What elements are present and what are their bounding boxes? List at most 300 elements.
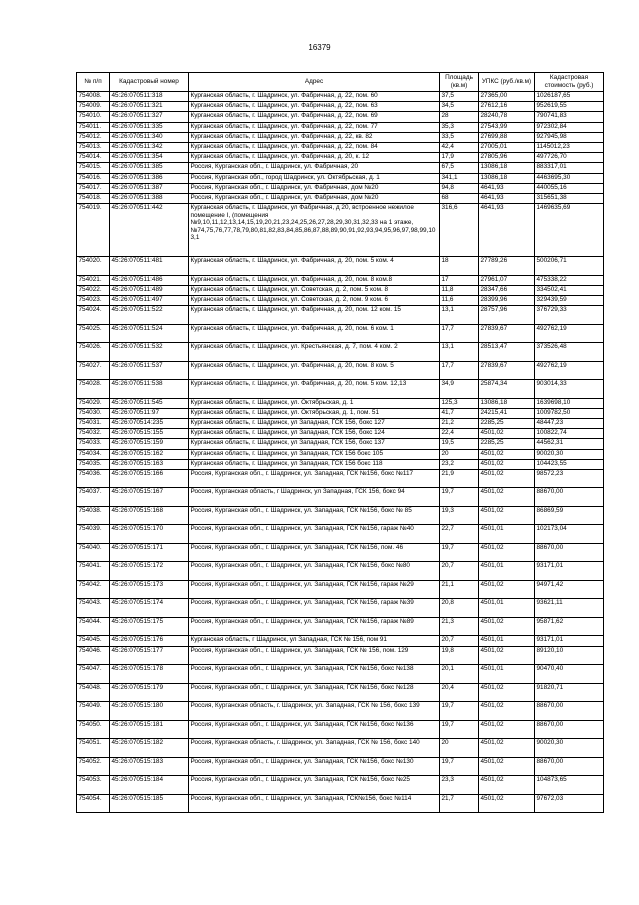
cell-cadastral: 45:26:070515:162	[110, 449, 189, 459]
cell-cadastral: 45:26:070515:177	[110, 646, 189, 665]
table-row	[77, 599, 604, 618]
table-row	[77, 665, 604, 684]
cell-area: 19,7	[440, 543, 479, 562]
cell-num: 754010.	[77, 112, 110, 122]
cell-cost: 102173,04	[535, 525, 604, 544]
cell-cadastral: 45:26:070511:386	[110, 173, 189, 183]
cell-num: 754053.	[77, 776, 110, 795]
cell-cost: 44562,31	[535, 439, 604, 449]
cell-num: 754015.	[77, 163, 110, 173]
table-row	[77, 720, 604, 739]
cell-area: 20,7	[440, 636, 479, 646]
cell-upks: 4501,02	[479, 459, 535, 469]
cell-address: Курганская область, г. Шадринск, ул Западная, ГСК 156 бокс 105	[189, 449, 440, 459]
table-row	[77, 683, 604, 702]
cell-cost: 88670,00	[535, 543, 604, 562]
cell-num: 754022.	[77, 285, 110, 295]
cell-cadastral: 45:26:070515:166	[110, 469, 189, 488]
cell-address: Курганская область, г. Шадринск, ул Западная, ГСК 156, бокс 124	[189, 429, 440, 439]
cell-num: 754029.	[77, 398, 110, 408]
cell-num: 754043.	[77, 599, 110, 618]
cell-area: 20	[440, 449, 479, 459]
cell-upks: 4501,02	[479, 580, 535, 599]
cell-num: 754044.	[77, 617, 110, 636]
cell-num: 754035.	[77, 459, 110, 469]
table-body	[77, 92, 604, 813]
cell-num: 754032.	[77, 429, 110, 439]
cell-area: 37,5	[440, 92, 479, 102]
table-row	[77, 562, 604, 581]
table-row	[77, 646, 604, 665]
cell-cost: 1469635,69	[535, 204, 604, 257]
cell-cost: 475338,22	[535, 275, 604, 285]
cell-address: Россия, Курганская обл., г. Шадринск, ул. Западная, ГСК №156, бокс №80	[189, 562, 440, 581]
cell-cadastral: 45:26:070515:174	[110, 599, 189, 618]
cell-area: 19,5	[440, 439, 479, 449]
cell-cost: 4463695,30	[535, 173, 604, 183]
cell-upks: 4501,02	[479, 506, 535, 525]
cell-upks: 4501,01	[479, 525, 535, 544]
table-row	[77, 794, 604, 813]
cell-area: 19,3	[440, 506, 479, 525]
cell-cadastral: 45:26:070511:524	[110, 324, 189, 343]
table-row	[77, 739, 604, 758]
cell-upks: 27365,00	[479, 92, 535, 102]
cell-address: Курганская область, г. Шадринск, ул. Фабричная, д. 22, пом. 77	[189, 122, 440, 132]
cell-cost: 94971,42	[535, 580, 604, 599]
cell-upks: 28240,78	[479, 112, 535, 122]
cell-cost: 376729,33	[535, 306, 604, 325]
cell-cost: 91820,71	[535, 683, 604, 702]
table-row	[77, 580, 604, 599]
cell-address: Курганская область, г. Шадринск, ул. Фабричная, д. 20, пом. 12 ком. 15	[189, 306, 440, 325]
cell-address: Россия, Курганская обл., г. Шадринск, ул. Западная, ГСК №156, бокс №25	[189, 776, 440, 795]
cell-cadastral: 45:26:070515:178	[110, 665, 189, 684]
cell-cost: 88670,00	[535, 702, 604, 721]
cell-num: 754009.	[77, 102, 110, 112]
cell-area: 21,2	[440, 419, 479, 429]
cell-num: 754045.	[77, 636, 110, 646]
cell-cadastral: 45:26:070515:168	[110, 506, 189, 525]
cell-area: 17,7	[440, 324, 479, 343]
cell-cost: 334502,41	[535, 285, 604, 295]
cell-num: 754016.	[77, 173, 110, 183]
cell-address: Курганская область, г. Шадринск, ул. Фабричная, д. 20, пом. 5 ком. 12,13	[189, 380, 440, 399]
cell-area: 20	[440, 739, 479, 758]
cell-cadastral: 45:26:070511:489	[110, 285, 189, 295]
header-address: Адрес	[189, 73, 440, 92]
cell-address: Россия, Курганская обл., г. Шадринск, ул. Западная, ГСК №156, гараж №29	[189, 580, 440, 599]
cell-address: Россия, Курганская обл., г. Шадринск, ул. Западная, ГСК № 156, пом. 129	[189, 646, 440, 665]
cell-area: 41,7	[440, 408, 479, 418]
table-row	[77, 776, 604, 795]
table-row	[77, 112, 604, 122]
cell-upks: 4501,02	[479, 646, 535, 665]
cell-num: 754034.	[77, 449, 110, 459]
cell-address: Россия, Курганская обл., г. Шадринск, ул. Западная, ГСК №156, бокс №128	[189, 683, 440, 702]
cell-num: 754037.	[77, 488, 110, 507]
cell-num: 754025.	[77, 324, 110, 343]
table-row	[77, 543, 604, 562]
cell-cadastral: 45:26:070511:342	[110, 142, 189, 152]
cell-cost: 883317,01	[535, 163, 604, 173]
cell-cost: 972302,84	[535, 122, 604, 132]
cell-num: 754026.	[77, 343, 110, 362]
cell-area: 316,6	[440, 204, 479, 257]
table-row	[77, 324, 604, 343]
table-header-row	[77, 73, 604, 92]
cell-cost: 97672,03	[535, 794, 604, 813]
cell-cost: 1639698,10	[535, 398, 604, 408]
cell-num: 754052.	[77, 757, 110, 776]
cell-address: Курганская область, г. Шадринск, ул Западная, ГСК 156, бокс 137	[189, 439, 440, 449]
cell-area: 21,9	[440, 469, 479, 488]
cell-num: 754030.	[77, 408, 110, 418]
cell-area: 23,3	[440, 776, 479, 795]
cell-num: 754031.	[77, 419, 110, 429]
cell-cadastral: 45:26:070515:176	[110, 636, 189, 646]
cell-upks: 4501,01	[479, 665, 535, 684]
cell-area: 19,7	[440, 720, 479, 739]
table-row	[77, 306, 604, 325]
cell-cadastral: 45:26:070511:486	[110, 275, 189, 285]
cell-cadastral: 45:26:070511:442	[110, 204, 189, 257]
cell-upks: 4501,02	[479, 757, 535, 776]
cell-cadastral: 45:26:070515:175	[110, 617, 189, 636]
cell-cost: 492762,19	[535, 324, 604, 343]
cell-num: 754042.	[77, 580, 110, 599]
cell-cadastral: 45:26:070511:497	[110, 295, 189, 305]
cell-area: 20,1	[440, 665, 479, 684]
cell-upks: 27005,01	[479, 142, 535, 152]
cell-cost: 104873,65	[535, 776, 604, 795]
cell-cost: 790741,83	[535, 112, 604, 122]
cell-cost: 1026187,65	[535, 92, 604, 102]
cell-area: 20,4	[440, 683, 479, 702]
cell-area: 18	[440, 257, 479, 276]
table-row	[77, 506, 604, 525]
cell-num: 754046.	[77, 646, 110, 665]
cell-upks: 4501,02	[479, 617, 535, 636]
table-row	[77, 193, 604, 203]
cell-address: Россия, Курганская обл., г. Шадринск, ул. Фабричная, дом №20	[189, 193, 440, 203]
header-upks: УПКС (руб./кв.м)	[479, 73, 535, 92]
cell-cost: 329439,59	[535, 295, 604, 305]
cell-area: 22,7	[440, 525, 479, 544]
cell-num: 754041.	[77, 562, 110, 581]
cell-address: Россия, Курганская обл., г. Шадринск, ул. Западная, ГСК №156, бокс №138	[189, 665, 440, 684]
table-row	[77, 702, 604, 721]
cell-upks: 28399,96	[479, 295, 535, 305]
cell-num: 754023.	[77, 295, 110, 305]
table-row	[77, 469, 604, 488]
cell-upks: 4501,02	[479, 543, 535, 562]
table-row	[77, 102, 604, 112]
cell-upks: 4501,02	[479, 776, 535, 795]
header-area: Площадь (кв.м)	[440, 73, 479, 92]
cell-num: 754018.	[77, 193, 110, 203]
cell-area: 19,7	[440, 757, 479, 776]
cell-num: 754033.	[77, 439, 110, 449]
cell-cadastral: 45:26:070511:532	[110, 343, 189, 362]
cell-upks: 28757,96	[479, 306, 535, 325]
cell-num: 754051.	[77, 739, 110, 758]
cell-address: Россия, Курганская обл., г. Шадринск, ул. Западная, ГСК№156, бокс №114	[189, 794, 440, 813]
cell-address: Россия, Курганская обл., г. Шадринск, ул. Западная, ГСК №156, бокс № 85	[189, 506, 440, 525]
cell-upks: 28513,47	[479, 343, 535, 362]
cell-address: Россия, Курганская обл., город Шадринск, ул. Октябрьская, д. 1	[189, 173, 440, 183]
table-row	[77, 153, 604, 163]
cell-area: 13,1	[440, 306, 479, 325]
cell-area: 28	[440, 112, 479, 122]
cell-upks: 4641,93	[479, 204, 535, 257]
table-row	[77, 525, 604, 544]
cell-upks: 4501,02	[479, 739, 535, 758]
cell-address: Курганская область, г. Шадринск, ул. Октябрьская, д. 1, пом. 51	[189, 408, 440, 418]
cell-cost: 93621,11	[535, 599, 604, 618]
cell-area: 125,3	[440, 398, 479, 408]
table-row	[77, 142, 604, 152]
cell-address: Курганская область, г. Шадринск, ул. Фабричная, д. 22, пом. 69	[189, 112, 440, 122]
cell-upks: 27839,67	[479, 361, 535, 380]
cell-upks: 4501,02	[479, 702, 535, 721]
table-row	[77, 132, 604, 142]
cell-cost: 98572,23	[535, 469, 604, 488]
table-row	[77, 257, 604, 276]
cell-num: 754024.	[77, 306, 110, 325]
cell-upks: 27961,07	[479, 275, 535, 285]
cell-address: Россия, Курганская обл., г. Шадринск, ул. Западная, ГСК №156, гараж №89	[189, 617, 440, 636]
cell-upks: 28347,66	[479, 285, 535, 295]
cell-cadastral: 45:26:070511:387	[110, 183, 189, 193]
cell-area: 20,8	[440, 599, 479, 618]
cell-address: Курганская область, г. Шадринск, ул. Советская, д. 2, пом. 9 ком. 6	[189, 295, 440, 305]
cell-num: 754048.	[77, 683, 110, 702]
cell-cost: 88670,00	[535, 757, 604, 776]
table-row	[77, 92, 604, 102]
cell-cadastral: 45:26:070515:163	[110, 459, 189, 469]
cell-area: 33,5	[440, 132, 479, 142]
page-number: 16379	[308, 43, 331, 52]
cadastral-registry-table	[76, 72, 604, 813]
cell-num: 754027.	[77, 361, 110, 380]
table-row	[77, 419, 604, 429]
cell-cost: 952619,55	[535, 102, 604, 112]
cell-cadastral: 45:26:070515:171	[110, 543, 189, 562]
cell-upks: 27789,26	[479, 257, 535, 276]
cell-cost: 90020,30	[535, 739, 604, 758]
cell-area: 20,7	[440, 562, 479, 581]
table-row	[77, 275, 604, 285]
cell-address: Курганская область, г. Шадринск, ул. Фабричная, д. 22, пом. 63	[189, 102, 440, 112]
table-row	[77, 398, 604, 408]
cell-cadastral: 45:26:070514:235	[110, 419, 189, 429]
cell-cadastral: 45:26:070511:327	[110, 112, 189, 122]
cell-cadastral: 45:26:070515:172	[110, 562, 189, 581]
cell-num: 754008.	[77, 92, 110, 102]
table-row	[77, 285, 604, 295]
cell-upks: 4641,93	[479, 183, 535, 193]
header-cadastral: Кадастровый номер	[110, 73, 189, 92]
cell-area: 21,1	[440, 580, 479, 599]
header-num: № п/п	[77, 73, 110, 92]
table-row	[77, 449, 604, 459]
table-row	[77, 295, 604, 305]
cell-address: Курганская область, г. Шадринск, ул. Советская, д. 2, пом. 5 ком. 8	[189, 285, 440, 295]
cell-cadastral: 45:26:070511:335	[110, 122, 189, 132]
cell-address: Курганская область, г. Шадринск, ул. Фабричная, д. 22, пом. 84	[189, 142, 440, 152]
cell-cost: 93171,01	[535, 636, 604, 646]
cell-upks: 25874,34	[479, 380, 535, 399]
table-row	[77, 757, 604, 776]
cell-upks: 27543,99	[479, 122, 535, 132]
cell-num: 754050.	[77, 720, 110, 739]
cell-area: 94,8	[440, 183, 479, 193]
cell-upks: 27699,88	[479, 132, 535, 142]
header-cost: Кадастровая стоимость (руб.)	[535, 73, 604, 92]
cell-upks: 27839,67	[479, 324, 535, 343]
cell-num: 754021.	[77, 275, 110, 285]
cell-cost: 104423,55	[535, 459, 604, 469]
cell-address: Курганская область, г. Шадринск, ул. Фабричная, д. 20, пом. 8 ком. 5	[189, 361, 440, 380]
cell-cadastral: 45:26:070515:179	[110, 683, 189, 702]
cell-address: Россия, Курганская обл., г. Шадринск, ул. Западная, ГСК №156, бокс №130	[189, 757, 440, 776]
cell-upks: 4641,93	[479, 193, 535, 203]
cell-area: 11,8	[440, 285, 479, 295]
cell-address: Россия, Курганская обл., г. Шадринск, ул. Западная, ГСК №156, пом. 46	[189, 543, 440, 562]
cell-upks: 4501,01	[479, 636, 535, 646]
cell-cadastral: 45:26:070511:385	[110, 163, 189, 173]
cell-cost: 88670,00	[535, 720, 604, 739]
cell-cadastral: 45:26:070511:97	[110, 408, 189, 418]
cell-cost: 500206,71	[535, 257, 604, 276]
cell-cost: 89120,10	[535, 646, 604, 665]
cell-address: Россия, Курганская обл., г. Шадринск, ул. Западная, ГСК №156, бокс №136	[189, 720, 440, 739]
table-row	[77, 488, 604, 507]
cell-address: Курганская область, г. Шадринск, ул. Октябрьская, д. 1	[189, 398, 440, 408]
cell-address: Курганская область, г. Шадринск, ул. Фабричная, д. 20, к. 12	[189, 153, 440, 163]
cell-area: 17,7	[440, 361, 479, 380]
cell-address: Курганская область, г. Шадринск, ул Фабричная, д 20, встроенное нежилое помещение I, (помещения №9,10,11,12,13,14,15,19,20,21,23,24,25,26,27,28,29,30,31,32,33 на 1 этаже, №74,75,76,77,78,79,80,81,82,83,84,85,86,87,88,89,90,91,92,93,94,95,96,97,98,99,103,1	[189, 204, 440, 257]
cell-address: Россия, Курганская область, г. Шадринск, ул. Западная, ГСК № 156, бокс 139	[189, 702, 440, 721]
cell-num: 754028.	[77, 380, 110, 399]
cell-area: 34,5	[440, 102, 479, 112]
table-row	[77, 429, 604, 439]
cell-cadastral: 45:26:070515:181	[110, 720, 189, 739]
cell-area: 11,6	[440, 295, 479, 305]
cell-cost: 90020,30	[535, 449, 604, 459]
table-row	[77, 636, 604, 646]
table-row	[77, 343, 604, 362]
cell-cadastral: 45:26:070511:354	[110, 153, 189, 163]
cell-cadastral: 45:26:070515:173	[110, 580, 189, 599]
cell-upks: 13086,18	[479, 163, 535, 173]
cell-num: 754012.	[77, 132, 110, 142]
table-row	[77, 173, 604, 183]
cell-area: 35,3	[440, 122, 479, 132]
cell-cost: 903014,33	[535, 380, 604, 399]
cell-num: 754017.	[77, 183, 110, 193]
cell-cadastral: 45:26:070515:159	[110, 439, 189, 449]
cell-cost: 927945,98	[535, 132, 604, 142]
table-row	[77, 617, 604, 636]
cell-cadastral: 45:26:070511:538	[110, 380, 189, 399]
cell-address: Россия, Курганская обл., г. Шадринск, ул. Западная, ГСК №156, бокс №117	[189, 469, 440, 488]
cell-cadastral: 45:26:070511:537	[110, 361, 189, 380]
table-row	[77, 380, 604, 399]
cell-cost: 492762,19	[535, 361, 604, 380]
cell-cost: 440055,16	[535, 183, 604, 193]
cell-area: 67,5	[440, 163, 479, 173]
cell-upks: 4501,02	[479, 720, 535, 739]
cell-num: 754013.	[77, 142, 110, 152]
cell-address: Курганская область, г. Шадринск, ул. Фабричная, д. 20, пом. 5 ком. 4	[189, 257, 440, 276]
cell-upks: 4501,01	[479, 599, 535, 618]
cell-area: 13,1	[440, 343, 479, 362]
cell-address: Россия, Курганская область, г Шадринск, ул Западная, ГСК 156, бокс 94	[189, 488, 440, 507]
cell-upks: 4501,02	[479, 794, 535, 813]
cell-area: 17	[440, 275, 479, 285]
cell-upks: 4501,02	[479, 449, 535, 459]
cell-cost: 90470,40	[535, 665, 604, 684]
cell-cost: 93171,01	[535, 562, 604, 581]
cell-upks: 4501,02	[479, 429, 535, 439]
cell-num: 754054.	[77, 794, 110, 813]
cell-cost: 48447,23	[535, 419, 604, 429]
cell-cadastral: 45:26:070515:155	[110, 429, 189, 439]
table-row	[77, 163, 604, 173]
cell-cost: 1009782,50	[535, 408, 604, 418]
cell-cadastral: 45:26:070515:180	[110, 702, 189, 721]
cell-cadastral: 45:26:070511:522	[110, 306, 189, 325]
cell-area: 34,9	[440, 380, 479, 399]
cell-upks: 4501,02	[479, 488, 535, 507]
cell-address: Курганская область, г. Шадринск, ул Западная, ГСК 156 бокс 118	[189, 459, 440, 469]
cell-area: 23,2	[440, 459, 479, 469]
cell-cadastral: 45:26:070515:185	[110, 794, 189, 813]
cell-cost: 95871,62	[535, 617, 604, 636]
cell-upks: 4501,01	[479, 562, 535, 581]
table-row	[77, 408, 604, 418]
cell-cost: 497726,70	[535, 153, 604, 163]
cell-address: Курганская область, г. Шадринск, ул Западная, ГСК 156, бокс 127	[189, 419, 440, 429]
cell-area: 19,7	[440, 702, 479, 721]
cell-area: 21,3	[440, 617, 479, 636]
cell-upks: 13086,18	[479, 398, 535, 408]
cell-upks: 2285,25	[479, 439, 535, 449]
cell-cadastral: 45:26:070511:340	[110, 132, 189, 142]
cell-address: Россия, Курганская обл., г. Шадринск, ул. Западная, ГСК №156, гараж №40	[189, 525, 440, 544]
cell-num: 754038.	[77, 506, 110, 525]
table-row	[77, 204, 604, 257]
cell-num: 754011.	[77, 122, 110, 132]
cell-upks: 27805,96	[479, 153, 535, 163]
cell-area: 19,7	[440, 488, 479, 507]
cell-num: 754049.	[77, 702, 110, 721]
cell-cadastral: 45:26:070515:167	[110, 488, 189, 507]
cell-area: 21,7	[440, 794, 479, 813]
table-row	[77, 122, 604, 132]
cell-cost: 88670,00	[535, 488, 604, 507]
cell-num: 754047.	[77, 665, 110, 684]
cell-num: 754019.	[77, 204, 110, 257]
cell-cost: 373526,48	[535, 343, 604, 362]
table-row	[77, 183, 604, 193]
cell-address: Курганская область, г. Шадринск, ул. Фабричная, д. 20, пом. 6 ком. 1	[189, 324, 440, 343]
cell-address: Россия, Курганская обл., г. Шадринск, ул. Фабричная, 20	[189, 163, 440, 173]
cell-address: Курганская область, г. Шадринск, ул. Фабричная, д. 22, пом. 60	[189, 92, 440, 102]
cell-cost: 100822,74	[535, 429, 604, 439]
